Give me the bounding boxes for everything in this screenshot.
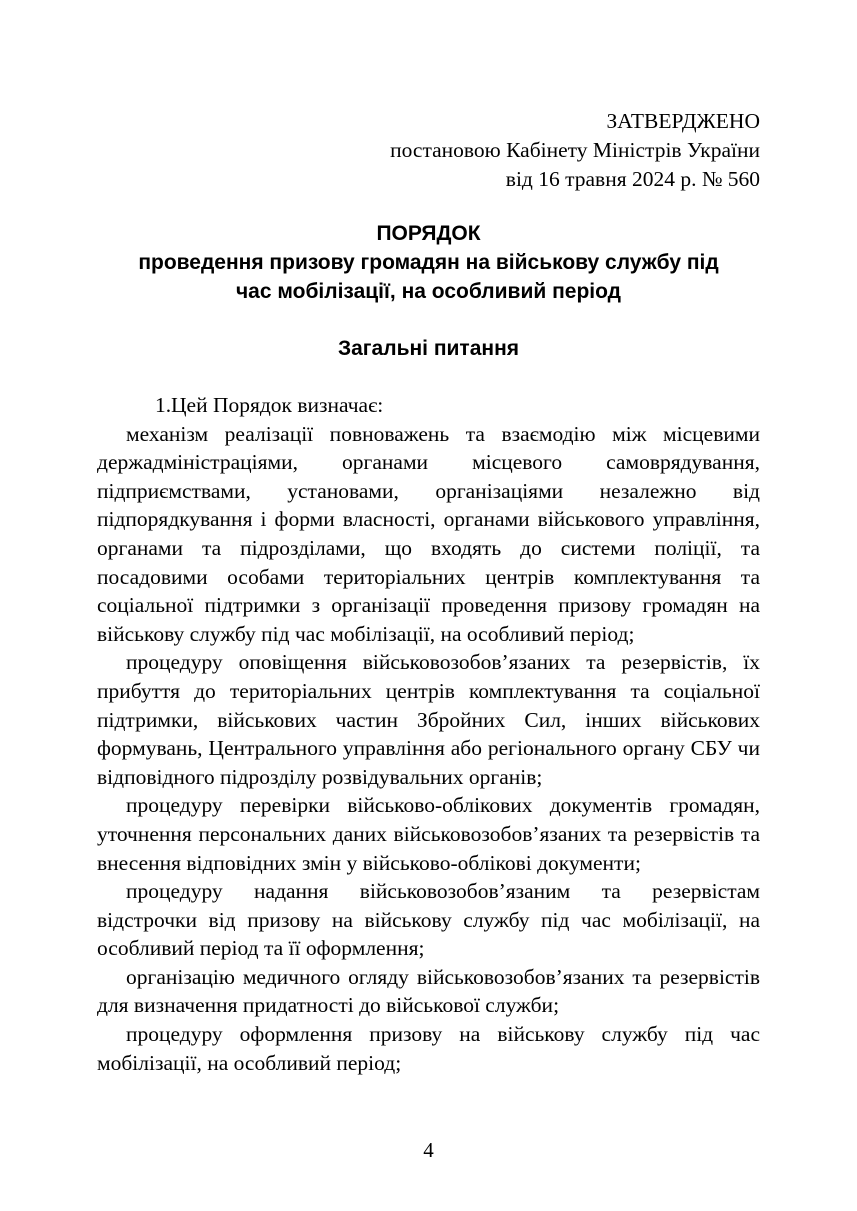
paragraph-deferment: процедуру надання військовозобов’язаним та резервістам відстрочки від призову на військову службу під час мобілізації, на особливий період та її оформлення; (97, 879, 760, 961)
paragraph-document-check: процедуру перевірки військово-облікових документів громадян, уточнення персональних даних військовозобов’язаних та резервістів та внесення відповідних змін у військово-облікові документи; (97, 793, 760, 875)
paragraph-notification: процедуру оповіщення військовозобов’язаних та резервістів, їх прибуття до територіальних центрів комплектування та соціальної підтримки, військових частин Збройних Сил, інших військових формувань, Центрального управління або регіонального органу СБУ чи відповідного підрозділу розвідувальних органів; (97, 650, 760, 789)
title-heading: ПОРЯДОК (376, 222, 481, 245)
document-title (97, 219, 760, 306)
paragraph-1-text: Цей Порядок визначає: (171, 393, 384, 417)
page-number: 4 (423, 1138, 434, 1162)
title-subtitle-line1: проведення призову громадян на військову службу під (138, 251, 719, 274)
document-body (97, 391, 760, 1077)
approval-date: від 16 травня 2024 р. № 560 (505, 167, 760, 191)
paragraph-conscription-registration: процедуру оформлення призову на військову службу під час мобілізації, на особливий період; (97, 1022, 760, 1075)
paragraph-1 (97, 391, 760, 420)
section-heading: Загальні питання (337, 337, 520, 360)
title-subtitle-line2: час мобілізації, на особливий період (235, 280, 622, 303)
paragraph-medical-exam: організацію медичного огляду військовозобов’язаних та резервістів для визначення придатності до військової служби; (97, 964, 760, 1018)
approval-resolution: постановою Кабінету Міністрів України (390, 138, 760, 162)
paragraph-number: 1. (155, 393, 172, 417)
approval-stamp (390, 107, 760, 194)
paragraph-mechanism: механізм реалізації повноважень та взаємодію між місцевими держадміністраціями, органами місцевого самоврядування, підприємствами, установами, організаціями незалежно від підпорядкування і форми власності, органами військового управління, органами та підрозділами, що входять до системи поліції, та посадовими особами територіальних центрів комплектування та соціальної підтримки з організації проведення призову громадян на військову службу під час мобілізації, на особливий період; (97, 421, 760, 646)
approval-label: ЗАТВЕРДЖЕНО (606, 109, 760, 133)
